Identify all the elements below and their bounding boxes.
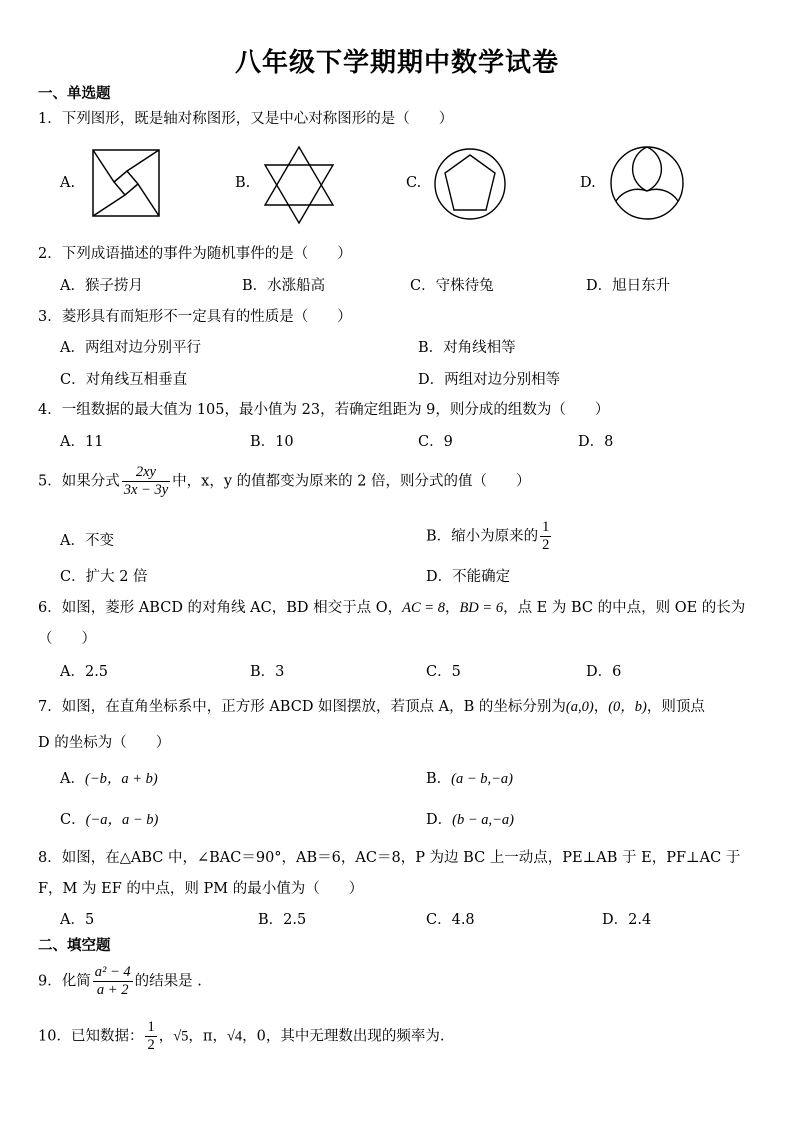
q10-fraction (145, 1019, 156, 1054)
q7-option-c-label: C． (60, 812, 86, 828)
q4-option-a: A．11 (60, 434, 104, 450)
question-9-text (38, 964, 202, 999)
q8-option-a: A．5 (60, 912, 95, 928)
q10-fraction-numerator: 1 (147, 1019, 155, 1035)
q9-fraction (93, 964, 133, 999)
q7-option-a-label: A． (60, 771, 85, 787)
question-1-text: 1．下列图形，既是轴对称图形，又是中心对称图形的是（ ） (38, 111, 454, 127)
q8-option-b: B．2.5 (258, 912, 307, 928)
q10-sep-1: ， (158, 1028, 174, 1045)
q6-text-a: 6．如图，菱形 ABCD 的对角线 AC，BD 相交于点 O， (38, 600, 403, 616)
q1-label-d: D. (580, 175, 596, 191)
hexagram-figure (262, 145, 336, 225)
section-heading-single-choice: 一、单选题 (38, 86, 111, 102)
q7-option-d-value: (b − a,−a) (452, 812, 514, 828)
q10-fraction-denominator: 2 (147, 1037, 155, 1053)
pinwheel-square-figure (92, 149, 160, 217)
question-5-stem (38, 464, 531, 499)
q7-option-a (60, 767, 158, 788)
q2-option-a: A．猴子捞月 (60, 278, 143, 294)
q2-option-d: D．旭日东升 (586, 278, 671, 294)
q6-bd-value: BD = 6 (459, 600, 504, 616)
question-8-line-2: F，M 为 EF 的中点，则 PM 的最小值为（ ） (38, 881, 364, 897)
q10-tail: ，0，其中无理数出现的频率为. (242, 1028, 445, 1045)
q7-text-a: 7．如图，在直角坐标系中，正方形 ABCD 如图摆放，若顶点 A，B 的坐标分别为 (38, 699, 566, 715)
question-10-text (38, 1019, 445, 1054)
question-3-text: 3．菱形具有而矩形不一定具有的性质是（ ） (38, 309, 352, 325)
section-heading-fill-in: 二、填空题 (38, 938, 111, 954)
q8-option-c: C．4.8 (426, 912, 475, 928)
q5-suffix: 中，x，y 的值都变为原来的 2 倍，则分式的值（ ） (172, 473, 531, 490)
q9-suffix: 的结果是 . (134, 973, 202, 990)
question-2-text: 2．下列成语描述的事件为随机事件的是（ ） (38, 246, 352, 262)
q5-option-c: C．扩大 2 倍 (60, 569, 148, 585)
three-arcs-circle-figure (609, 145, 685, 221)
q2-option-c: C．守株待兔 (410, 278, 494, 294)
q5-option-b-fraction (540, 519, 551, 554)
q5-prefix: 5．如果分式 (38, 473, 120, 490)
q9-prefix: 9．化简 (38, 973, 91, 990)
q9-fraction-denominator: a + 2 (96, 982, 129, 998)
q1-label-a: A. (60, 175, 76, 191)
q1-label-b: B. (235, 175, 251, 191)
q5-option-b-numerator: 1 (542, 519, 550, 535)
q10-prefix: 10．已知数据： (38, 1028, 144, 1045)
q5-option-b (426, 519, 553, 554)
page-title: 八年级下学期期中数学试卷 (234, 48, 559, 78)
q7-option-b (426, 767, 513, 788)
q4-option-c: C．9 (418, 434, 453, 450)
q9-fraction-numerator: a² − 4 (94, 964, 131, 980)
q5-option-b-denominator: 2 (542, 537, 550, 553)
pentagon-in-circle-figure (433, 147, 507, 221)
q6-ac-value: AC = 8 (402, 600, 445, 616)
q7-option-c-value: (−a，a − b) (85, 812, 159, 828)
q7-option-b-value: (a − b,−a) (451, 771, 514, 787)
q3-option-a: A．两组对边分别平行 (60, 340, 201, 356)
q8-option-d: D．2.4 (602, 912, 652, 928)
q7-option-d-label: D． (426, 812, 453, 828)
q3-option-c: C．对角线互相垂直 (60, 372, 188, 388)
question-6-text: 6．如图，菱形 ABCD 的对角线 AC，BD 相交于点 O，AC = 8，BD = 6，点 E 为 BC 的中点，则 OE 的长为 (38, 600, 746, 616)
q7-coord-b: (0，b) (608, 699, 647, 715)
q7-option-a-value: (−b，a + b) (84, 771, 158, 787)
q6-answer-paren: （ ） (38, 631, 96, 647)
question-4-text: 4．一组数据的最大值为 105，最小值为 23，若确定组距为 9，则分成的组数为（ ） (38, 402, 610, 418)
q1-label-c: C. (406, 175, 422, 191)
q7-option-b-label: B． (426, 771, 452, 787)
q5-option-b-text: B．缩小为原来的 (426, 528, 539, 545)
q10-sqrt4: √4 (226, 1028, 243, 1045)
q5-fraction-denominator: 3x − 3y (123, 482, 169, 498)
q6-option-d: D．6 (586, 664, 622, 680)
q7-text-b: ，则顶点 (646, 699, 705, 715)
q5-option-d: D．不能确定 (426, 569, 511, 585)
question-8-line-1: 8．如图，在△ABC 中，∠BAC＝90°，AB＝6，AC＝8，P 为边 BC 上一动点，PE⊥AB 于 E，PF⊥AC 于 (38, 850, 741, 866)
q5-fraction-numerator: 2xy (122, 464, 170, 482)
q3-option-b: B．对角线相等 (418, 340, 516, 356)
q7-option-d (426, 808, 514, 829)
q7-option-c (60, 808, 158, 829)
question-7-line-2: D 的坐标为（ ） (38, 735, 171, 751)
q2-option-b: B．水涨船高 (242, 278, 326, 294)
q5-option-a: A．不变 (60, 533, 114, 549)
q6-option-b: B．3 (250, 664, 285, 680)
q3-option-d: D．两组对边分别相等 (418, 372, 561, 388)
q10-sqrt5: √5 (173, 1028, 189, 1045)
q7-coord-a: (a,0) (565, 699, 594, 715)
q6-text-b: ，点 E 为 BC 的中点，则 OE 的长为 (503, 600, 746, 616)
q10-pi: ，π， (188, 1028, 227, 1045)
question-7-line-1: 7．如图，在直角坐标系中，正方形 ABCD 如图摆放，若顶点 A，B 的坐标分别为(a,0)，(0，b)，则顶点 (38, 699, 705, 715)
q5-fraction (122, 464, 170, 499)
q4-option-b: B．10 (250, 434, 294, 450)
q6-option-a: A．2.5 (60, 664, 109, 680)
q6-option-c: C．5 (426, 664, 461, 680)
q4-option-d: D．8 (578, 434, 614, 450)
